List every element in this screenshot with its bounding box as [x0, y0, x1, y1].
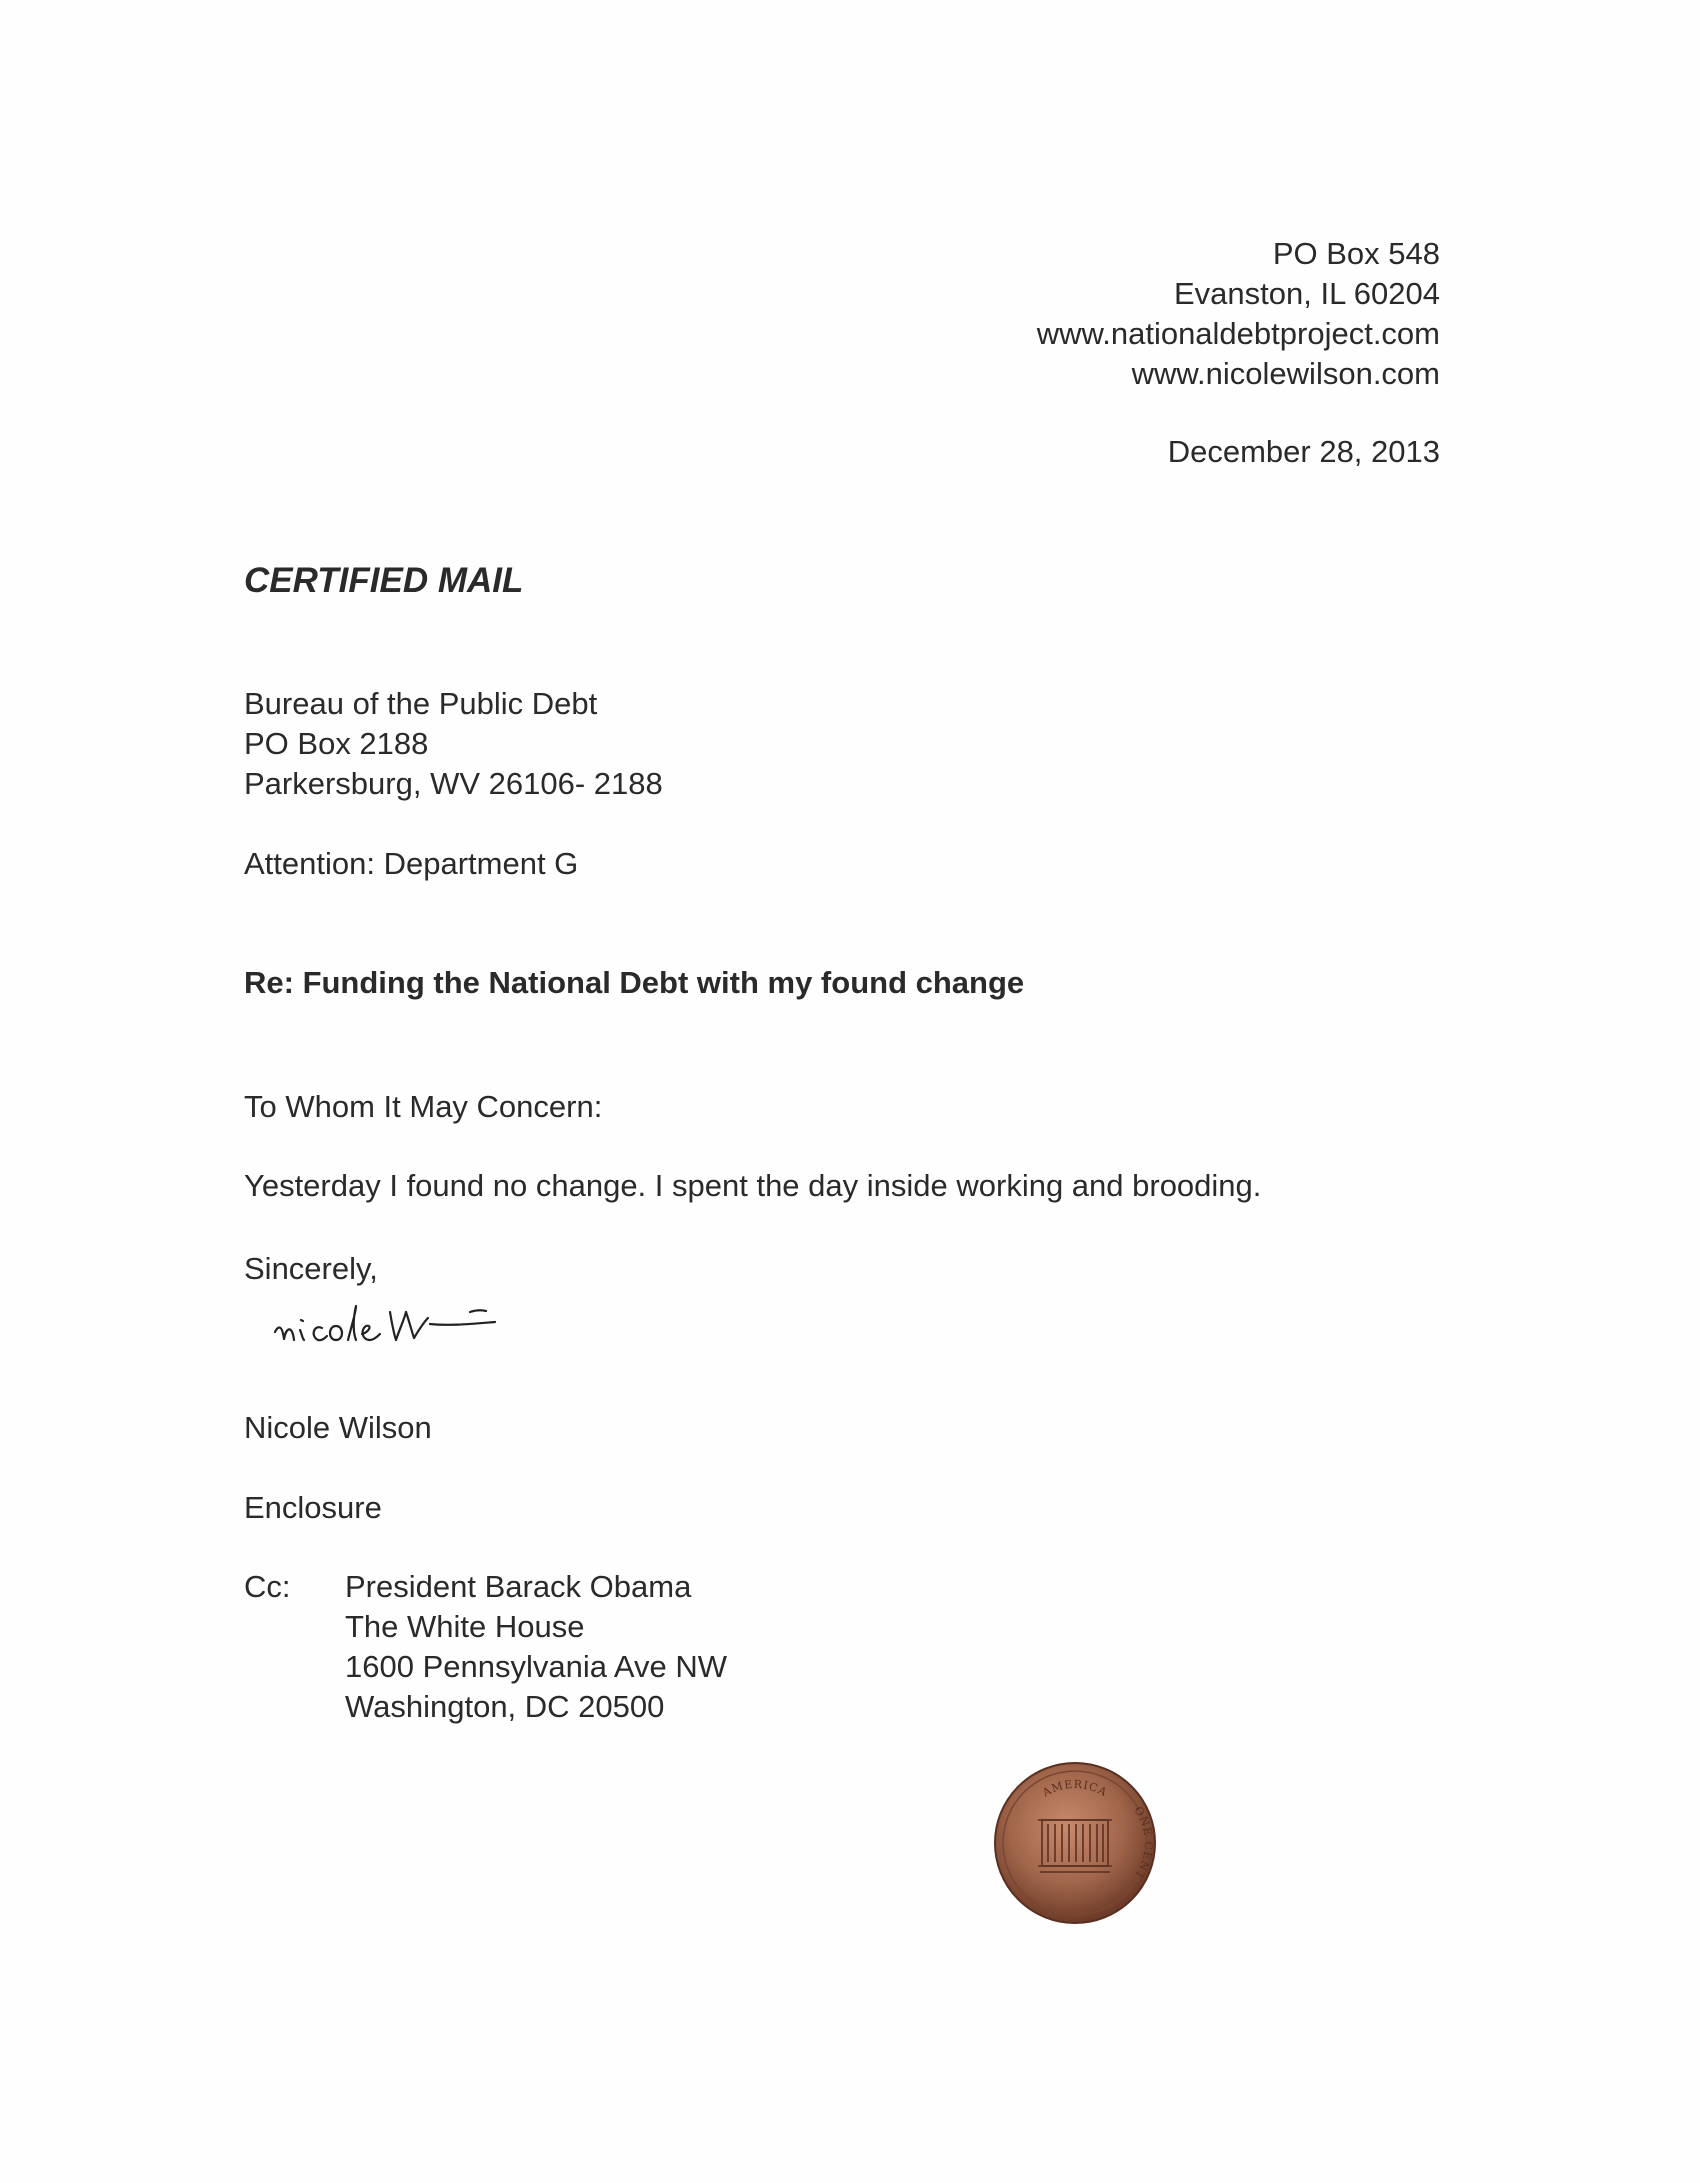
penny-icon — [990, 1758, 1160, 1928]
sender-address — [1037, 234, 1440, 394]
coin-text-right: ONE CENT — [1131, 1804, 1156, 1882]
recipient-line: PO Box 2188 — [244, 726, 429, 761]
letter-body: Yesterday I found no change. I spent the day inside working and brooding. — [244, 1168, 1262, 1203]
subject-line: Re: Funding the National Debt with my found change — [244, 965, 1025, 1000]
handwritten-signature — [270, 1284, 620, 1374]
cc-line: President Barack Obama — [345, 1569, 692, 1604]
cc-label: Cc: — [244, 1569, 291, 1604]
enclosure-note: Enclosure — [244, 1490, 382, 1525]
sender-line: PO Box 548 — [1272, 236, 1440, 271]
sender-line: www.nationaldebtproject.com — [1036, 316, 1440, 351]
signer-name: Nicole Wilson — [244, 1410, 432, 1445]
letter-date: December 28, 2013 — [1167, 434, 1440, 469]
coin-text-top: AMERICA — [1040, 1777, 1110, 1800]
cc-line: The White House — [345, 1609, 585, 1644]
sender-line: www.nicolewilson.com — [1131, 356, 1440, 391]
cc-address — [345, 1567, 727, 1727]
closing: Sincerely, — [244, 1251, 378, 1286]
certified-mail-heading: CERTIFIED MAIL — [244, 561, 524, 600]
recipient-address — [244, 684, 663, 804]
cc-line: Washington, DC 20500 — [345, 1689, 665, 1724]
salutation: To Whom It May Concern: — [244, 1089, 603, 1124]
recipient-line: Parkersburg, WV 26106- 2188 — [244, 766, 663, 801]
cc-line: 1600 Pennsylvania Ave NW — [345, 1649, 727, 1684]
sender-line: Evanston, IL 60204 — [1174, 276, 1440, 311]
recipient-line: Bureau of the Public Debt — [244, 686, 598, 721]
attention-line: Attention: Department G — [244, 846, 579, 881]
